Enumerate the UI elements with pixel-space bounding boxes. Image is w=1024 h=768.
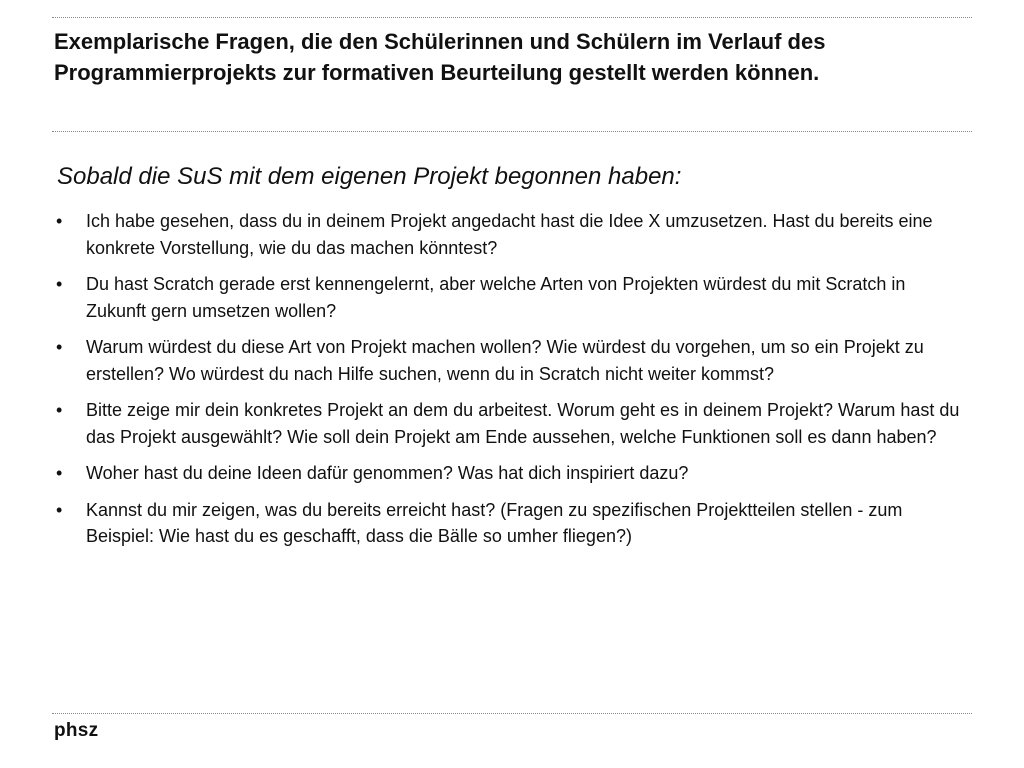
section-subtitle: Sobald die SuS mit dem eigenen Projekt begonnen haben: xyxy=(57,163,682,190)
slide-title: Exemplarische Fragen, die den Schülerinnen und Schülern im Verlauf des Programmierprojekts zur formativen Beurteilung gestellt werden können. xyxy=(54,29,826,85)
bullet-icon: • xyxy=(56,499,63,520)
question-list xyxy=(56,208,966,560)
title-divider xyxy=(52,131,972,132)
bullet-icon: • xyxy=(56,463,63,483)
question-text: Kannst du mir zeigen, was du bereits erreicht hast? (Fragen zu spezifischen Projektteilen stellen - zum Beispiel: Wie hast du es geschafft, dass die Bälle so umher fliegen?) xyxy=(86,499,903,546)
phsz-logo: phsz xyxy=(54,720,99,741)
bullet-icon: • xyxy=(56,274,63,294)
question-text: Du hast Scratch gerade erst kennengelernt, aber welche Arten von Projekten würdest du mit Scratch in Zukunft gern umsetzen wollen? xyxy=(86,274,906,321)
bullet-icon: • xyxy=(56,211,63,231)
footer-divider xyxy=(52,713,972,714)
top-divider xyxy=(52,17,972,18)
question-item xyxy=(56,208,966,261)
question-item xyxy=(56,497,966,550)
question-text: Woher hast du deine Ideen dafür genommen? Was hat dich inspiriert dazu? xyxy=(86,463,689,483)
question-item xyxy=(56,460,966,487)
question-text: Bitte zeige mir dein konkretes Projekt an dem du arbeitest. Worum geht es in deinem Projekt? Warum hast du das Projekt ausgewählt? Wie soll dein Projekt am Ende aussehen, welche Funktionen soll es dann haben? xyxy=(86,400,960,447)
question-item xyxy=(56,271,966,324)
question-text: Ich habe gesehen, dass du in deinem Projekt angedacht hast die Idee X umzusetzen. Hast du bereits eine konkrete Vorstellung, wie du das machen könntest? xyxy=(86,211,933,258)
question-item xyxy=(56,397,966,450)
bullet-icon: • xyxy=(56,400,63,420)
bullet-icon: • xyxy=(56,337,63,357)
question-text: Warum würdest du diese Art von Projekt machen wollen? Wie würdest du vorgehen, um so ein Projekt zu erstellen? Wo würdest du nach Hilfe suchen, wenn du in Scratch nicht weiter kommst? xyxy=(86,337,924,384)
question-item xyxy=(56,334,966,387)
